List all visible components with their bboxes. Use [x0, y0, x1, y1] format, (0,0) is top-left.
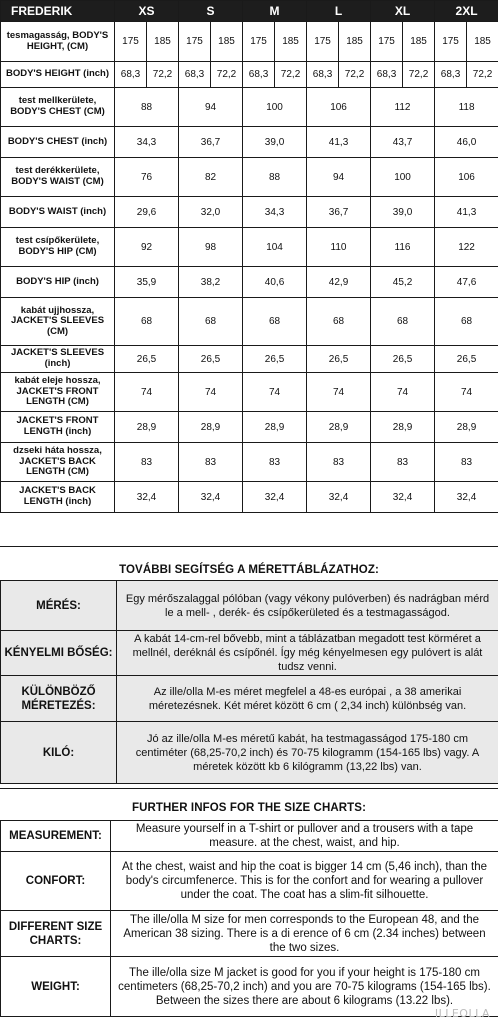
- size-l: L: [307, 1, 371, 22]
- row-label: kabát ujjhossza, JACKET'S SLEEVES (CM): [1, 298, 115, 346]
- table-cell: 83: [371, 443, 435, 482]
- table-row: [1, 482, 498, 513]
- table-cell: 68: [371, 298, 435, 346]
- table-cell: 72,2: [467, 62, 498, 88]
- row-label: JACKET'S FRONT LENGTH (inch): [1, 412, 115, 443]
- table-row: [1, 443, 498, 482]
- hu-info-row: [1, 631, 498, 676]
- table-cell: 185: [339, 22, 371, 62]
- table-cell: 68,3: [179, 62, 211, 88]
- table-cell: 83: [115, 443, 179, 482]
- table-cell: 185: [211, 22, 243, 62]
- table-cell: 74: [179, 373, 243, 412]
- size-xl: XL: [371, 1, 435, 22]
- hu-text-kilo: Jó az ille/olla M-es méretű kabát, ha testmagasságod 175-180 cm centiméter (68,25-70,2 inch) és 70-75 kilogramm (154-165 lbs) vagy. A méretek között kb 6 kilógramm (13,22 lbs) van.: [117, 722, 498, 784]
- table-cell: 26,5: [179, 346, 243, 373]
- table-row: [1, 346, 498, 373]
- table-cell: 122: [435, 228, 498, 267]
- table-cell: 116: [371, 228, 435, 267]
- hu-info-row: [1, 581, 498, 631]
- table-row: [1, 62, 498, 88]
- row-label: test derékkerülete, BODY'S WAIST (CM): [1, 158, 115, 197]
- table-cell: 68,3: [371, 62, 403, 88]
- en-text-weight: The ille/olla size M jacket is good for you if your height is 175-180 cm centimeters (68,25-70,2 inch) and you are 70-75 kilograms (154-165 lbs). Between the sizes there are about 6 kilograms (13.22 lbs).: [111, 957, 498, 1017]
- table-cell: 41,3: [435, 197, 498, 228]
- table-cell: 26,5: [371, 346, 435, 373]
- table-cell: 68,3: [307, 62, 339, 88]
- table-cell: 32,4: [435, 482, 498, 513]
- hu-info-row: [1, 722, 498, 784]
- table-cell: 175: [435, 22, 467, 62]
- en-key-different-size: DIFFERENT SIZE CHARTS:: [1, 911, 111, 957]
- table-cell: 72,2: [275, 62, 307, 88]
- table-cell: 39,0: [243, 127, 307, 158]
- table-cell: 46,0: [435, 127, 498, 158]
- table-cell: 47,6: [435, 267, 498, 298]
- en-info-row: [1, 821, 498, 852]
- row-label: BODY'S CHEST (inch): [1, 127, 115, 158]
- row-label: test csípőkerülete, BODY'S HIP (CM): [1, 228, 115, 267]
- table-cell: 82: [179, 158, 243, 197]
- table-cell: 92: [115, 228, 179, 267]
- table-row: [1, 158, 498, 197]
- table-cell: 35,9: [115, 267, 179, 298]
- size-header-row: [1, 1, 498, 22]
- table-cell: 106: [307, 88, 371, 127]
- table-cell: 175: [243, 22, 275, 62]
- table-cell: 118: [435, 88, 498, 127]
- table-row: [1, 412, 498, 443]
- table-cell: 32,4: [371, 482, 435, 513]
- table-cell: 36,7: [179, 127, 243, 158]
- table-cell: 83: [179, 443, 243, 482]
- table-cell: 74: [115, 373, 179, 412]
- en-text-different-size: The ille/olla M size for men corresponds to the European 48, and the American 38 sizing. There is a di erence of 6 cm (2.34 inches) between the two sizes.: [111, 911, 498, 957]
- table-cell: 26,5: [115, 346, 179, 373]
- table-cell: 72,2: [147, 62, 179, 88]
- en-info-table: [0, 820, 498, 1017]
- table-cell: 39,0: [371, 197, 435, 228]
- hu-section-title: TOVÁBBI SEGÍTSÉG A MÉRETTÁBLÁZATHOZ:: [119, 564, 379, 576]
- table-cell: 185: [275, 22, 307, 62]
- table-row: [1, 127, 498, 158]
- table-cell: 34,3: [115, 127, 179, 158]
- size-xs: XS: [115, 1, 179, 22]
- table-cell: 34,3: [243, 197, 307, 228]
- en-text-confort: At the chest, waist and hip the coat is bigger 14 cm (5,46 inch), than the body's circumfenerce. This is for the confort and for wearing a pullover under the coat. The coat has a slim-fit silhouette.: [111, 852, 498, 911]
- size-m: M: [243, 1, 307, 22]
- hu-key-kenyelmi: KÉNYELMI BŐSÉG:: [1, 631, 117, 676]
- table-cell: 32,4: [179, 482, 243, 513]
- table-cell: 36,7: [307, 197, 371, 228]
- table-cell: 110: [307, 228, 371, 267]
- en-info-row: [1, 911, 498, 957]
- table-cell: 45,2: [371, 267, 435, 298]
- table-cell: 42,9: [307, 267, 371, 298]
- brand-name: FREDERIK: [1, 1, 115, 22]
- table-cell: 88: [115, 88, 179, 127]
- table-cell: 74: [371, 373, 435, 412]
- table-cell: 28,9: [307, 412, 371, 443]
- hu-key-meres: MÉRÉS:: [1, 581, 117, 631]
- table-cell: 83: [307, 443, 371, 482]
- table-cell: 185: [403, 22, 435, 62]
- table-row: [1, 197, 498, 228]
- table-cell: 32,4: [307, 482, 371, 513]
- table-cell: 83: [435, 443, 498, 482]
- table-cell: 68,3: [435, 62, 467, 88]
- hu-text-meres: Egy mérőszalaggal pólóban (vagy vékony pulóverben) és nadrágban mérd le a mell- , derék- és csípőkerületed és a testmagasságod.: [117, 581, 498, 631]
- table-row: [1, 88, 498, 127]
- table-cell: 68,3: [243, 62, 275, 88]
- row-label: JACKET'S SLEEVES (inch): [1, 346, 115, 373]
- table-cell: 104: [243, 228, 307, 267]
- table-row: [1, 298, 498, 346]
- table-cell: 28,9: [179, 412, 243, 443]
- en-info-row: [1, 852, 498, 911]
- table-cell: 38,2: [179, 267, 243, 298]
- table-cell: 185: [467, 22, 498, 62]
- row-label: dzseki háta hossza, JACKET'S BACK LENGTH (CM): [1, 443, 115, 482]
- table-row: [1, 228, 498, 267]
- row-label: BODY'S HIP (inch): [1, 267, 115, 298]
- section-divider: [0, 788, 498, 789]
- table-cell: 74: [435, 373, 498, 412]
- table-row: [1, 373, 498, 412]
- table-cell: 28,9: [243, 412, 307, 443]
- table-cell: 100: [371, 158, 435, 197]
- hu-key-kulonbozo: KÜLÖNBÖZŐ MÉRETEZÉS:: [1, 676, 117, 722]
- table-cell: 40,6: [243, 267, 307, 298]
- table-row: [1, 22, 498, 62]
- en-text-measurement: Measure yourself in a T-shirt or pullover and a trousers with a tape measure. at the chest, waist, and hip.: [111, 821, 498, 852]
- table-cell: 94: [179, 88, 243, 127]
- table-cell: 100: [243, 88, 307, 127]
- table-cell: 74: [307, 373, 371, 412]
- table-cell: 68: [179, 298, 243, 346]
- row-label: BODY'S HEIGHT (inch): [1, 62, 115, 88]
- en-key-measurement: MEASUREMENT:: [1, 821, 111, 852]
- table-cell: 83: [243, 443, 307, 482]
- table-cell: 68: [307, 298, 371, 346]
- table-cell: 76: [115, 158, 179, 197]
- table-cell: 72,2: [211, 62, 243, 88]
- hu-text-kulonbozo: Az ille/olla M-es méret megfelel a 48-es európai , a 38 amerikai méretezésnek. Két méret között 6 cm ( 2,34 inch) különbség van.: [117, 676, 498, 722]
- table-cell: 43,7: [371, 127, 435, 158]
- table-cell: 106: [435, 158, 498, 197]
- table-cell: 72,2: [403, 62, 435, 88]
- table-cell: 175: [371, 22, 403, 62]
- en-info-row: [1, 957, 498, 1017]
- size-s: S: [179, 1, 243, 22]
- table-row: [1, 267, 498, 298]
- table-cell: 32,4: [115, 482, 179, 513]
- hu-info-table: [0, 580, 498, 784]
- table-cell: 185: [147, 22, 179, 62]
- table-cell: 98: [179, 228, 243, 267]
- table-cell: 32,4: [243, 482, 307, 513]
- row-label: tesmagasság, BODY'S HEIGHT, (CM): [1, 22, 115, 62]
- table-cell: 72,2: [339, 62, 371, 88]
- table-cell: 68,3: [115, 62, 147, 88]
- row-label: kabát eleje hossza, JACKET'S FRONT LENGTH (CM): [1, 373, 115, 412]
- row-label: JACKET'S BACK LENGTH (inch): [1, 482, 115, 513]
- hu-key-kilo: KILÓ:: [1, 722, 117, 784]
- table-cell: 94: [307, 158, 371, 197]
- row-label: BODY'S WAIST (inch): [1, 197, 115, 228]
- table-cell: 26,5: [243, 346, 307, 373]
- brand-watermark: ILLEOLLA: [434, 1007, 490, 1020]
- table-cell: 26,5: [435, 346, 498, 373]
- section-divider: [0, 546, 498, 547]
- en-key-confort: CONFORT:: [1, 852, 111, 911]
- table-cell: 28,9: [435, 412, 498, 443]
- table-cell: 32,0: [179, 197, 243, 228]
- table-cell: 175: [179, 22, 211, 62]
- table-cell: 74: [243, 373, 307, 412]
- table-cell: 88: [243, 158, 307, 197]
- table-cell: 28,9: [371, 412, 435, 443]
- table-cell: 175: [115, 22, 147, 62]
- en-section-title: FURTHER INFOS FOR THE SIZE CHARTS:: [131, 802, 367, 814]
- en-key-weight: WEIGHT:: [1, 957, 111, 1017]
- table-cell: 28,9: [115, 412, 179, 443]
- table-cell: 68: [435, 298, 498, 346]
- table-cell: 112: [371, 88, 435, 127]
- table-cell: 41,3: [307, 127, 371, 158]
- table-cell: 26,5: [307, 346, 371, 373]
- table-cell: 175: [307, 22, 339, 62]
- table-cell: 68: [115, 298, 179, 346]
- table-cell: 29,6: [115, 197, 179, 228]
- table-cell: 68: [243, 298, 307, 346]
- row-label: test mellkerülete, BODY'S CHEST (CM): [1, 88, 115, 127]
- hu-text-kenyelmi: A kabát 14-cm-rel bővebb, mint a táblázatban megadott test körméret a mellnél, deréknál és csípőnél. Így még kényelmesen egy pulóvert is alát tudsz venni.: [117, 631, 498, 676]
- size-2xl: 2XL: [435, 1, 498, 22]
- hu-info-row: [1, 676, 498, 722]
